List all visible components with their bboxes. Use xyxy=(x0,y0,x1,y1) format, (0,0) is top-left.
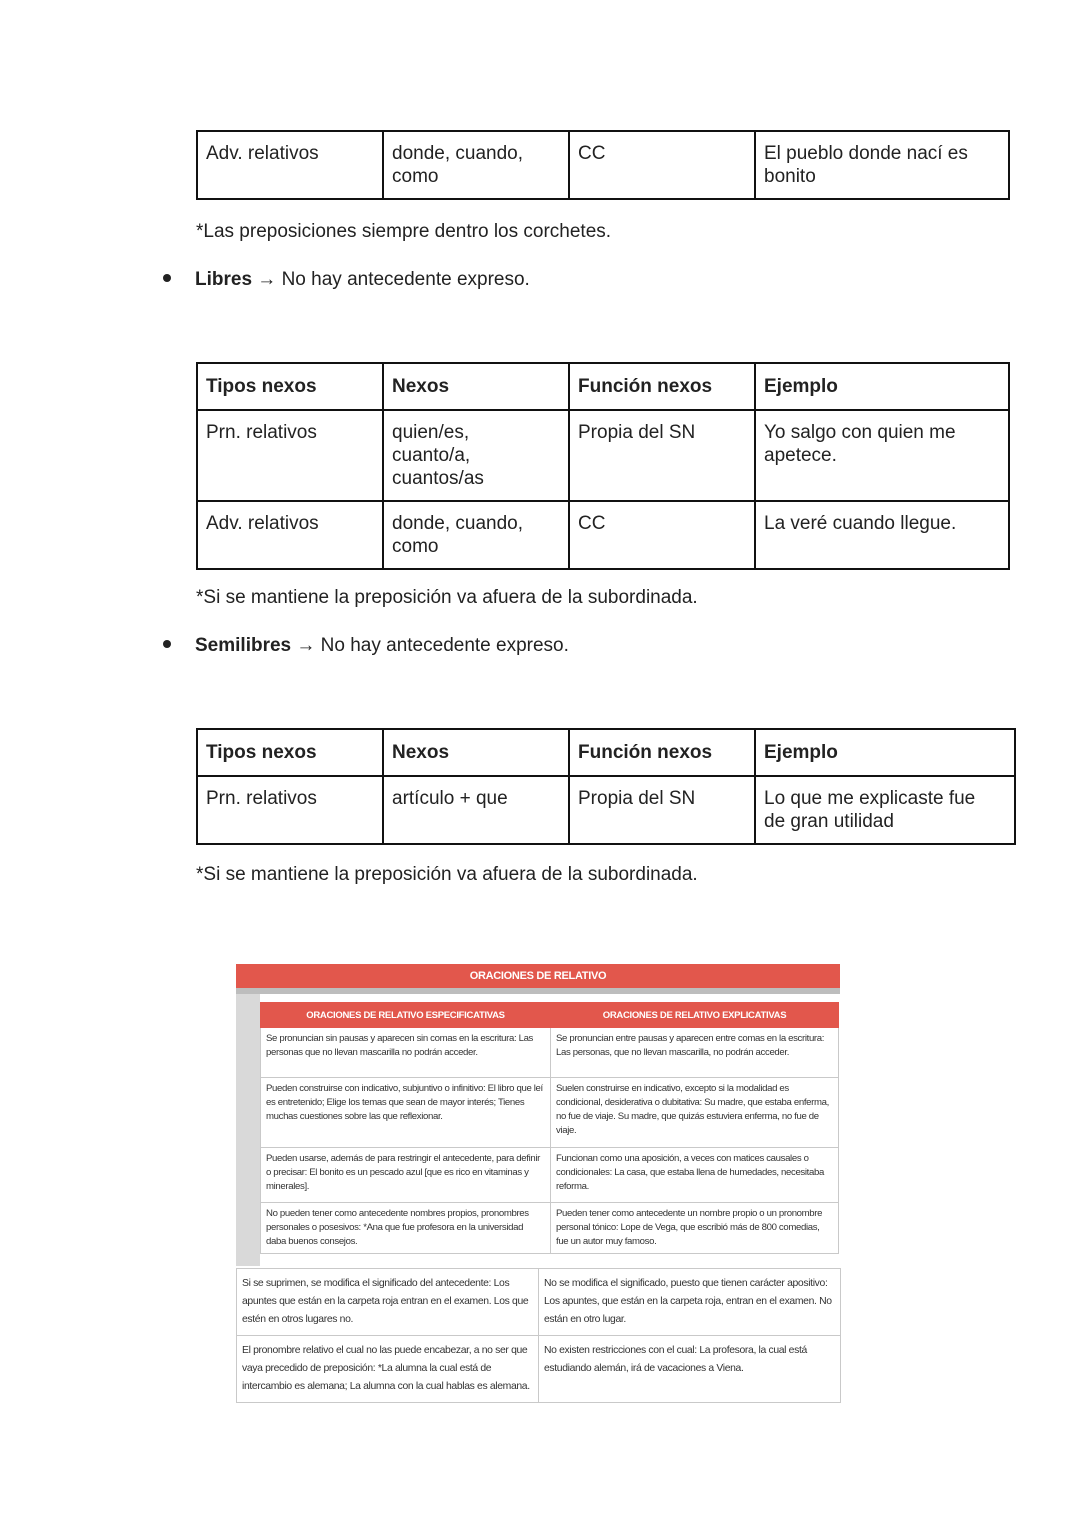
figure-row xyxy=(237,1269,841,1336)
table-libres xyxy=(196,362,1010,570)
cell-ejemplo: La veré cuando llegue. xyxy=(755,501,1009,569)
cell-explicativa: No se modifica el significado, puesto que tienen carácter apositivo: Los apuntes, que están en la carpeta roja, entran en el examen. No están en otro lugar. xyxy=(539,1269,841,1336)
figure-header-row xyxy=(261,1003,839,1028)
cell-explicativa: Suelen construirse en indicativo, excepto si la modalidad es condicional, desiderativa o dubitativa: Su madre, que estaba enferma, no fue de viaje. Su madre, que quizás estuviera enferma, no fue de viaje. xyxy=(551,1078,839,1148)
cell-funcion: CC xyxy=(569,131,755,199)
cell-nexos: donde, cuando, como xyxy=(383,501,569,569)
cell-explicativa: No existen restricciones con el cual: La profesora, la cual está estudiando alemán, irá de vacaciones a Viena. xyxy=(539,1336,841,1403)
cell-nexos: artículo + que xyxy=(383,776,569,844)
figure-title: ORACIONES DE RELATIVO xyxy=(236,964,840,988)
table-continuation xyxy=(196,130,1010,200)
figure-side-band xyxy=(236,994,260,1266)
header-ejemplo: Ejemplo xyxy=(755,363,1009,410)
table-row xyxy=(197,501,1009,569)
cell-tipo: Adv. relativos xyxy=(197,131,383,199)
bullet-text: → No hay antecedente expreso. xyxy=(252,269,530,290)
bullet-libres xyxy=(163,269,530,291)
cell-nexos: donde, cuando, como xyxy=(383,131,569,199)
figure-inner-table xyxy=(260,1002,839,1254)
cell-especificativa: Si se suprimen, se modifica el significado del antecedente: Los apuntes que están en la carpeta roja entran en el examen. Los que estén en otros lugares no. xyxy=(237,1269,539,1336)
figure-row xyxy=(261,1078,839,1148)
bullet-text: → No hay antecedente expreso. xyxy=(291,635,569,656)
figure-outer-table xyxy=(236,1268,841,1403)
relative-clauses-figure xyxy=(236,964,840,1404)
cell-especificativa: No pueden tener como antecedente nombres propios, pronombres personales o posesivos: *Ana que fue profesora en la universidad daba buenos consejos. xyxy=(261,1203,551,1254)
bullet-label: Semilibres xyxy=(195,635,292,656)
cell-especificativa: Se pronuncian sin pausas y aparecen sin comas en la escritura: Las personas que no llevan mascarilla no podrán acceder. xyxy=(261,1028,551,1078)
table-row xyxy=(197,776,1015,844)
header-funcion: Función nexos xyxy=(569,363,755,410)
table-header-row xyxy=(197,729,1015,776)
table-semilibres xyxy=(196,728,1016,845)
cell-funcion: CC xyxy=(569,501,755,569)
bullet-semilibres xyxy=(163,635,569,657)
table-row xyxy=(197,410,1009,501)
header-nexos: Nexos xyxy=(383,363,569,410)
header-tipos: Tipos nexos xyxy=(197,729,383,776)
cell-especificativa: Pueden usarse, además de para restringir el antecedente, para definir o precisar: El bonito es un pescado azul [que es rico en vitaminas y minerales]. xyxy=(261,1148,551,1203)
cell-tipo: Prn. relativos xyxy=(197,410,383,501)
note-preposicion-afuera-2: *Si se mantiene la preposición va afuera de la subordinada. xyxy=(196,864,698,885)
figure-row xyxy=(261,1203,839,1254)
figure-row xyxy=(237,1336,841,1403)
cell-nexos: quien/es, cuanto/a, cuantos/as xyxy=(383,410,569,501)
cell-tipo: Adv. relativos xyxy=(197,501,383,569)
header-nexos: Nexos xyxy=(383,729,569,776)
header-tipos: Tipos nexos xyxy=(197,363,383,410)
cell-ejemplo: Lo que me explicaste fue de gran utilidad xyxy=(755,776,1015,844)
cell-funcion: Propia del SN xyxy=(569,776,755,844)
figure-divider xyxy=(236,988,840,994)
cell-explicativa: Se pronuncian entre pausas y aparecen entre comas en la escritura: Las personas, que no llevan mascarilla, no podrán acceder. xyxy=(551,1028,839,1078)
bullet-dot-icon xyxy=(163,640,171,648)
figure-row xyxy=(261,1028,839,1078)
cell-funcion: Propia del SN xyxy=(569,410,755,501)
note-preposiciones: *Las preposiciones siempre dentro los corchetes. xyxy=(196,221,612,242)
cell-ejemplo: El pueblo donde nací es bonito xyxy=(755,131,1009,199)
header-especificativas: ORACIONES DE RELATIVO ESPECIFICATIVAS xyxy=(261,1003,551,1028)
cell-especificativa: Pueden construirse con indicativo, subjuntivo o infinitivo: El libro que leí es entretenido; Elige los temas que sean de mayor interés; Tienes muchas cuestiones sobre las que reflexionar. xyxy=(261,1078,551,1148)
header-explicativas: ORACIONES DE RELATIVO EXPLICATIVAS xyxy=(551,1003,839,1028)
cell-tipo: Prn. relativos xyxy=(197,776,383,844)
bullet-label: Libres xyxy=(195,269,253,290)
header-ejemplo: Ejemplo xyxy=(755,729,1015,776)
cell-ejemplo: Yo salgo con quien me apetece. xyxy=(755,410,1009,501)
header-funcion: Función nexos xyxy=(569,729,755,776)
bullet-dot-icon xyxy=(163,274,171,282)
cell-explicativa: Funcionan como una aposición, a veces con matices causales o condicionales: La casa, que estaba llena de humedades, necesitaba reforma. xyxy=(551,1148,839,1203)
figure-row xyxy=(261,1148,839,1203)
note-preposicion-afuera: *Si se mantiene la preposición va afuera de la subordinada. xyxy=(196,587,698,608)
cell-explicativa: Pueden tener como antecedente un nombre propio o un pronombre personal tónico: Lope de Vega, que escribió más de 800 comedias, fue un autor muy famoso. xyxy=(551,1203,839,1254)
cell-especificativa: El pronombre relativo el cual no las puede encabezar, a no ser que vaya precedido de preposición: *La alumna la cual está de intercambio es alemana; La alumna con la cual hablas es alemana. xyxy=(237,1336,539,1403)
table-row xyxy=(197,131,1009,199)
table-header-row xyxy=(197,363,1009,410)
